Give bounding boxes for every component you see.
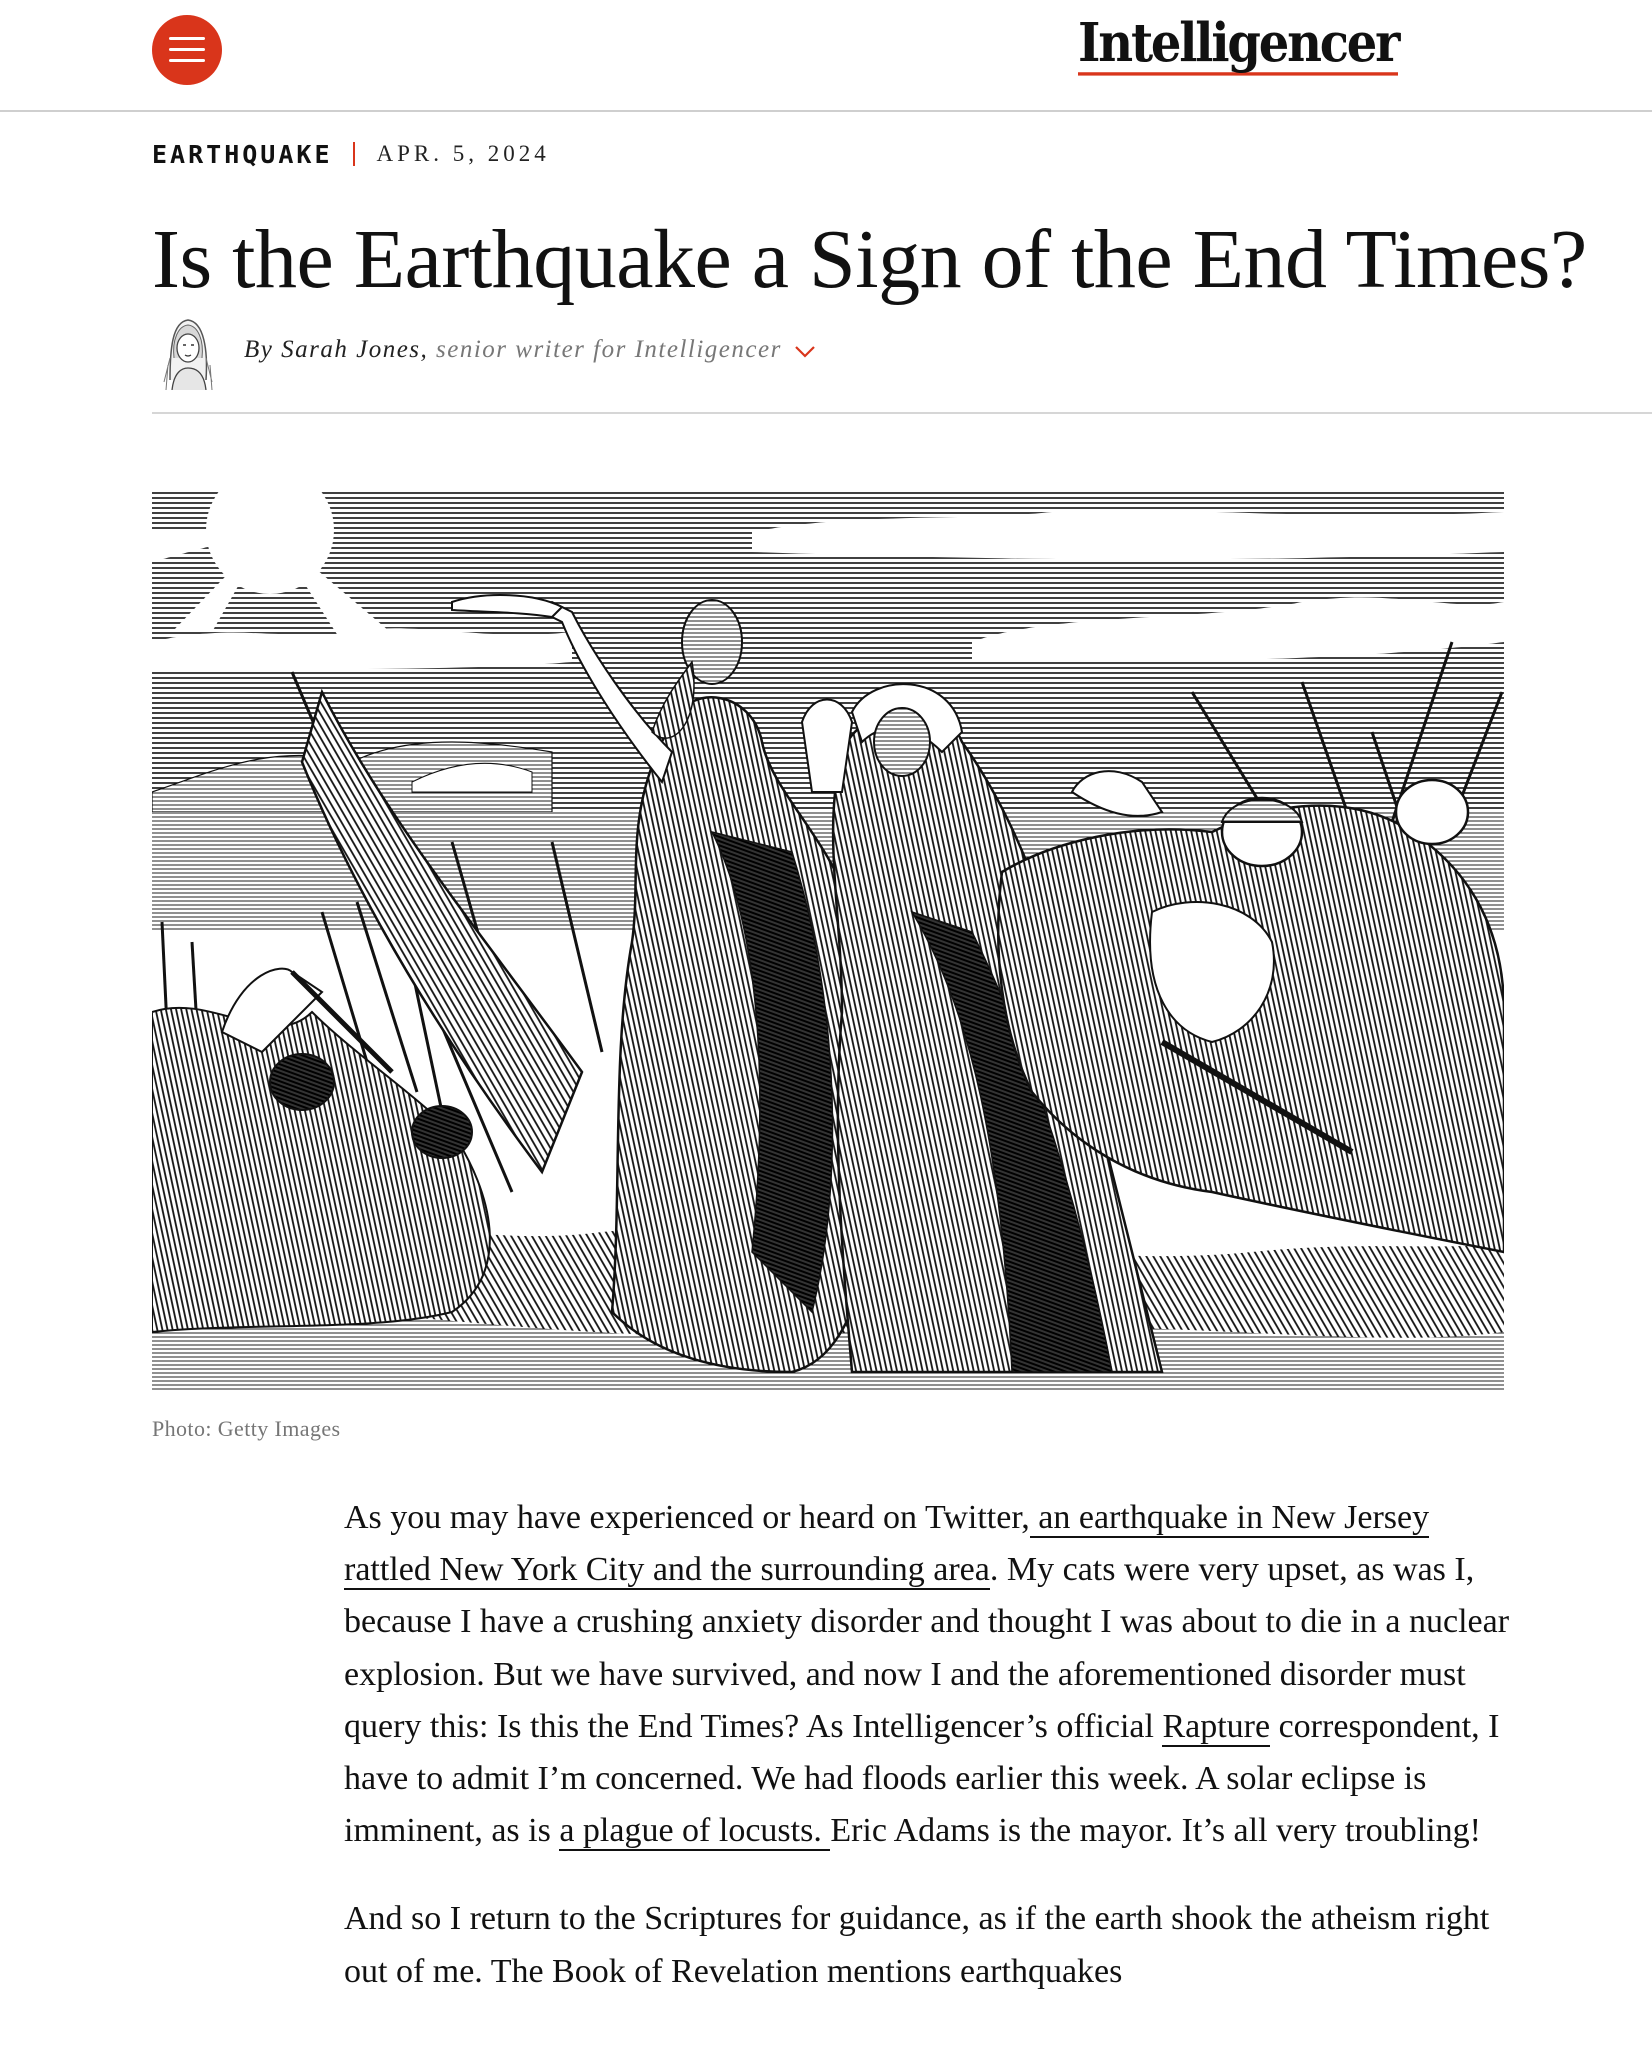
byline-author[interactable]: By Sarah Jones, <box>244 336 429 363</box>
site-header <box>0 0 1652 112</box>
byline <box>152 308 816 392</box>
paragraph-1 <box>344 1492 1524 1857</box>
publish-date: APR. 5, 2024 <box>376 141 550 166</box>
paragraph-2: And so I return to the Scriptures for guidance, as if the earth shook the atheism right out of me. The Book of Revelation mentions earthquakes <box>344 1900 1490 1990</box>
paragraph-1-text-d: Eric Adams is the mayor. It’s all very troubling! <box>830 1812 1481 1850</box>
locusts-link[interactable]: a plague of locusts. <box>559 1812 831 1850</box>
byline-role <box>428 336 782 364</box>
paragraph-1-text-c: correspondent, I have to admit I’m concerned. We had floods earlier this week. A solar eclipse is imminent, as is <box>344 1707 1500 1850</box>
menu-button[interactable] <box>152 15 222 85</box>
headline: Is the Earthquake a Sign of the End Times? <box>152 213 1587 306</box>
engraving-illustration <box>152 492 1504 1392</box>
article-body <box>344 1492 1524 2034</box>
brand-logo[interactable]: Intelligencer <box>1078 11 1399 75</box>
rubric-link[interactable]: EARTHQUAKE <box>152 139 333 169</box>
rubric-row <box>152 136 550 172</box>
paragraph-1-text-a: As you may have experienced or heard on Twitter, <box>344 1499 1030 1536</box>
chevron-down-icon[interactable] <box>794 345 816 359</box>
image-caption: Photo: Getty Images <box>152 1416 341 1441</box>
byline-divider <box>152 412 1652 414</box>
paragraph-1-text-b: . My cats were very upset, as was I, because I have a crushing anxiety disorder and thought I was about to die in a nuclear explosion. But we have survived, and now I and the aforementioned disorder must query this: Is this the End Times? As Intelligencer’s official <box>344 1551 1510 1745</box>
rapture-link[interactable]: Rapture <box>1162 1707 1271 1745</box>
byline-role-text: senior writer for Intelligencer <box>436 336 782 363</box>
author-avatar[interactable] <box>152 310 224 390</box>
lead-image <box>152 492 1504 1392</box>
rubric-divider <box>353 142 355 166</box>
hamburger-menu-icon <box>169 35 205 65</box>
earthquake-article-link[interactable]: an earthquake in New Jersey rattled New York City and the surrounding area <box>344 1499 1430 1589</box>
